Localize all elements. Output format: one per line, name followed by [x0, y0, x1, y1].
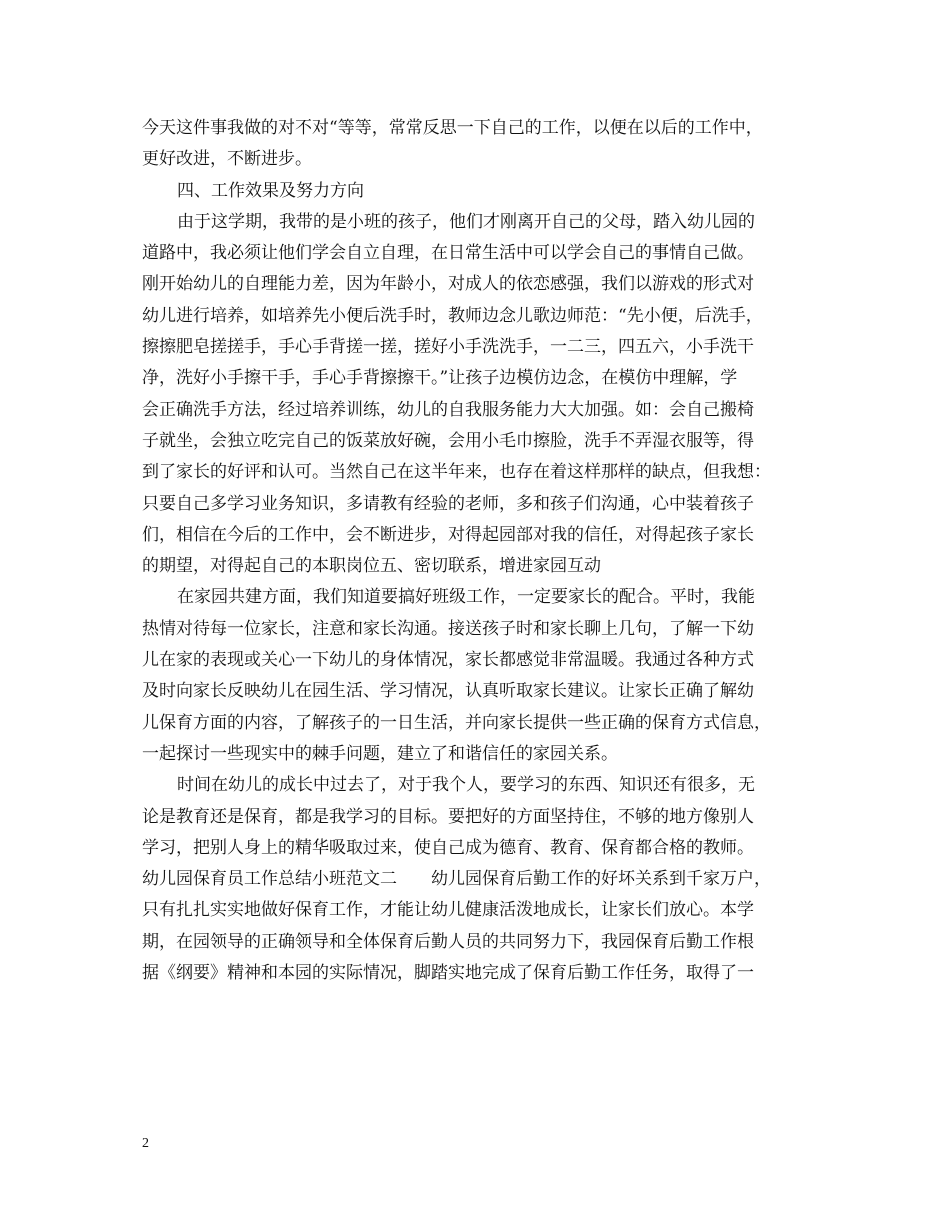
text-line: 们，相信在今后的工作中，会不断进步，对得起园部对我的信任，对得起孩子家长	[142, 524, 754, 545]
text-line: 由于这学期，我带的是小班的孩子，他们才刚离开自己的父母，踏入幼儿园的	[177, 211, 755, 232]
text-line: 的期望，对得起自己的本职岗位五、密切联系，增进家园互动	[142, 556, 601, 577]
text-line: 期，在园领导的正确领导和全体保育后勤人员的共同努力下，我园保育后勤工作根	[142, 931, 754, 952]
text-line: 儿保育方面的内容，了解孩子的一日生活，并向家长提供一些正确的保育方式信息，	[142, 712, 771, 733]
text-line: 到了家长的好评和认可。当然自己在这半年来，也存在着这样那样的缺点，但我想：	[142, 462, 771, 483]
text-line: 热情对待每一位家长，注意和家长沟通。接送孩子时和家长聊上几句，了解一下幼	[142, 618, 754, 639]
text-line: 今天这件事我做的对不对“等等，常常反思一下自己的工作，以便在以后的工作中，	[142, 118, 763, 138]
text-line: 学习，把别人身上的精华吸取过来，使自己成为德育、教育、保育都合格的教师。	[142, 837, 754, 858]
text-line: 儿在家的表现或关心一下幼儿的身体情况，家长都感觉非常温暖。我通过各种方式	[142, 650, 754, 671]
text-line: 擦擦肥皂搓搓手，手心手背搓一搓，搓好小手洗洗手，一二三，四五六，小手洗干	[142, 337, 754, 358]
text-line: 只要自己多学习业务知识，多请教有经验的老师，多和孩子们沟通，心中装着孩子	[142, 493, 754, 514]
text-line: 道路中，我必须让他们学会自立自理，在日常生活中可以学会自己的事情自己做。	[142, 243, 754, 264]
text-line: 幼儿园保育员工作总结小班范文二 幼儿园保育后勤工作的好坏关系到千家万户，	[142, 869, 771, 890]
text-line: 子就坐，会独立吃完自己的饭菜放好碗，会用小毛巾擦脸，洗手不弄湿衣服等，得	[142, 430, 754, 451]
body-text	[142, 113, 832, 989]
text-line: 一起探讨一些现实中的棘手问题，建立了和谐信任的家园关系。	[142, 743, 618, 764]
text-line: 四、工作效果及努力方向	[177, 180, 364, 201]
text-line: 会正确洗手方法，经过培养训练，幼儿的自我服务能力大大加强。如：会自己搬椅	[142, 399, 754, 420]
page-number: 2	[142, 1136, 149, 1151]
text-line: 净，洗好小手擦干手，手心手背擦擦干。”让孩子边模仿边念，在模仿中理解，学	[142, 368, 738, 389]
text-line: 幼儿进行培养，如培养先小便后洗手时，教师边念儿歌边师范：“先小便，后洗手，	[142, 305, 763, 326]
text-line: 刚开始幼儿的自理能力差，因为年龄小，对成人的依恋感强，我们以游戏的形式对	[142, 274, 754, 295]
text-line: 时间在幼儿的成长中过去了，对于我个人，要学习的东西、知识还有很多，无	[177, 775, 755, 796]
text-line: 在家园共建方面，我们知道要搞好班级工作，一定要家长的配合。平时，我能	[177, 587, 755, 608]
text-line: 更好改进，不断进步。	[142, 149, 312, 170]
text-line: 及时向家长反映幼儿在园生活、学习情况，认真听取家长建议。让家长正确了解幼	[142, 681, 754, 702]
text-line: 据《纲要》精神和本园的实际情况，脚踏实地完成了保育后勤工作任务，取得了一	[142, 963, 754, 984]
text-line: 只有扎扎实实地做好保育工作，才能让幼儿健康活泼地成长，让家长们放心。本学	[142, 900, 754, 921]
text-line: 论是教育还是保育，都是我学习的目标。要把好的方面坚持住，不够的地方像别人	[142, 806, 754, 827]
